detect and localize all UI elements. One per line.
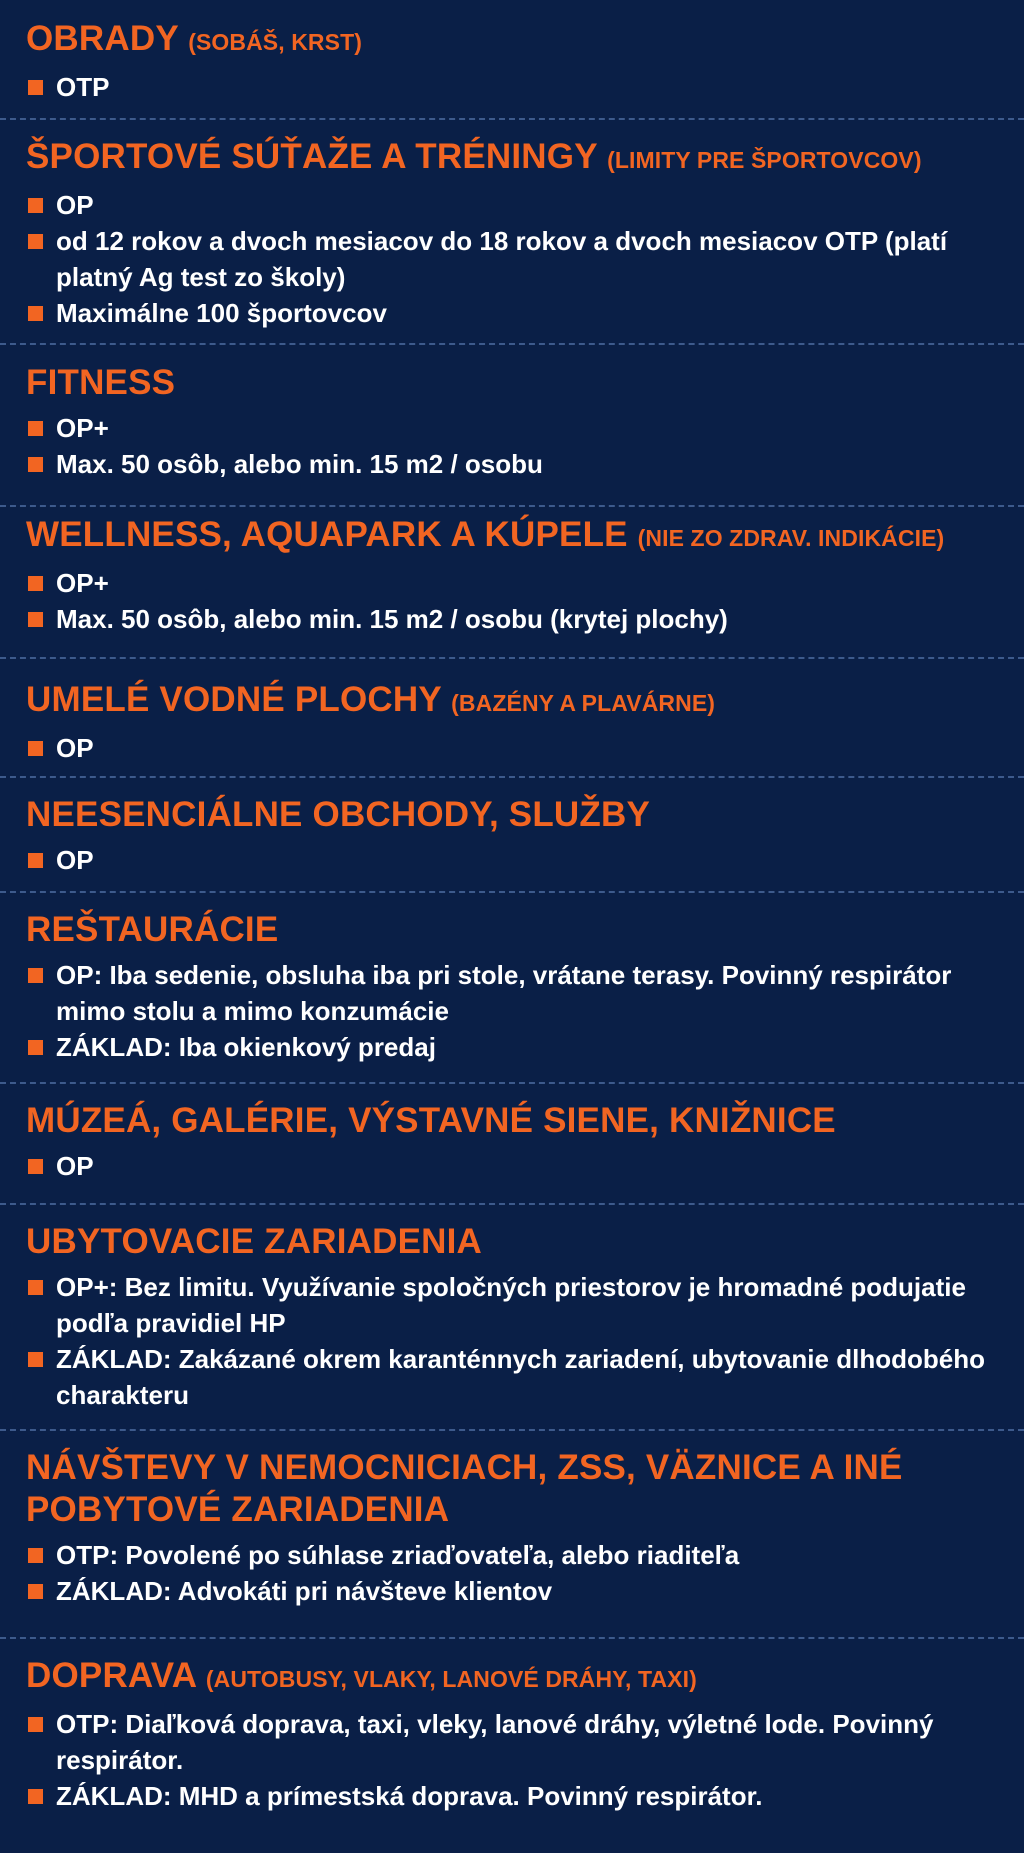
- section-title: UMELÉ VODNÉ PLOCHY: [26, 680, 442, 719]
- square-bullet-icon: [28, 1548, 43, 1563]
- section-heading: [26, 362, 998, 404]
- list-item: [26, 1148, 998, 1184]
- section-restauracie: [0, 909, 1024, 1065]
- section-doprava: [0, 1655, 1024, 1814]
- section-sportove-sutaze: [0, 136, 1024, 331]
- square-bullet-icon: [28, 1352, 43, 1367]
- square-bullet-icon: [28, 421, 43, 436]
- list-item: [26, 601, 998, 637]
- section-heading: [26, 514, 998, 559]
- section-heading: [26, 1655, 998, 1700]
- list-item-text: OP+: [56, 413, 109, 443]
- section-list: [26, 1537, 998, 1609]
- section-list: [26, 1706, 998, 1814]
- section-divider: [0, 1637, 1024, 1639]
- square-bullet-icon: [28, 234, 43, 249]
- section-list: [26, 187, 998, 331]
- section-title: OBRADY: [26, 19, 179, 58]
- section-list: [26, 957, 998, 1065]
- section-list: [26, 565, 998, 637]
- square-bullet-icon: [28, 1159, 43, 1174]
- square-bullet-icon: [28, 741, 43, 756]
- section-divider: [0, 891, 1024, 893]
- list-item: [26, 223, 998, 295]
- square-bullet-icon: [28, 1789, 43, 1804]
- section-subtitle: (BAZÉNY A PLAVÁRNE): [451, 690, 716, 716]
- section-heading: [26, 1447, 998, 1531]
- list-item-text: OP: [56, 190, 94, 220]
- section-list: [26, 730, 998, 766]
- square-bullet-icon: [28, 576, 43, 591]
- section-wellness: [0, 514, 1024, 637]
- list-item-text: OP: [56, 1151, 94, 1181]
- list-item: [26, 1573, 998, 1609]
- list-item: [26, 1269, 998, 1341]
- list-item: [26, 410, 998, 446]
- list-item: [26, 295, 998, 331]
- section-title: MÚZEÁ, GALÉRIE, VÝSTAVNÉ SIENE, KNIŽNICE: [26, 1101, 836, 1140]
- list-item-text: OTP: [56, 72, 110, 102]
- square-bullet-icon: [28, 80, 43, 95]
- section-divider: [0, 776, 1024, 778]
- list-item: [26, 446, 998, 482]
- list-item-text: OP: [56, 733, 94, 763]
- square-bullet-icon: [28, 1040, 43, 1055]
- square-bullet-icon: [28, 968, 43, 983]
- list-item-text: OTP: Povolené po súhlase zriaďovateľa, alebo riaditeľa: [56, 1540, 740, 1570]
- section-muzea: [0, 1100, 1024, 1184]
- list-item-text: Max. 50 osôb, alebo min. 15 m2 / osobu (krytej plochy): [56, 604, 728, 634]
- section-title: FITNESS: [26, 363, 176, 402]
- list-item-text: ZÁKLAD: Iba okienkový predaj: [56, 1032, 436, 1062]
- list-item: [26, 187, 998, 223]
- section-heading: [26, 1221, 998, 1263]
- section-ubytovacie-zariadenia: [0, 1221, 1024, 1413]
- section-title: UBYTOVACIE ZARIADENIA: [26, 1222, 482, 1261]
- section-divider: [0, 343, 1024, 345]
- section-divider: [0, 505, 1024, 507]
- square-bullet-icon: [28, 853, 43, 868]
- list-item: [26, 565, 998, 601]
- section-list: [26, 410, 998, 482]
- section-heading: [26, 909, 998, 951]
- section-divider: [0, 1082, 1024, 1084]
- section-title: DOPRAVA: [26, 1656, 196, 1695]
- list-item-text: Maximálne 100 športovcov: [56, 298, 387, 328]
- section-divider: [0, 1429, 1024, 1431]
- list-item-text: ZÁKLAD: Advokáti pri návšteve klientov: [56, 1576, 553, 1606]
- section-title: WELLNESS, AQUAPARK A KÚPELE: [26, 515, 628, 554]
- list-item: [26, 730, 998, 766]
- section-umele-vodne-plochy: [0, 679, 1024, 766]
- section-divider: [0, 118, 1024, 120]
- list-item-text: ZÁKLAD: Zakázané okrem karanténnych zariadení, ubytovanie dlhodobého charakteru: [56, 1344, 985, 1410]
- list-item-text: Max. 50 osôb, alebo min. 15 m2 / osobu: [56, 449, 543, 479]
- square-bullet-icon: [28, 1584, 43, 1599]
- section-list: [26, 842, 998, 878]
- section-neesencialne-obchody: [0, 794, 1024, 878]
- list-item: [26, 1778, 998, 1814]
- section-list: [26, 1269, 998, 1413]
- list-item: [26, 1341, 998, 1413]
- section-subtitle: (LIMITY PRE ŠPORTOVCOV): [607, 147, 922, 173]
- list-item-text: od 12 rokov a dvoch mesiacov do 18 rokov a dvoch mesiacov OTP (platí platný Ag test zo školy): [56, 226, 948, 292]
- section-title: ŠPORTOVÉ SÚŤAŽE A TRÉNINGY: [26, 137, 598, 176]
- section-heading: [26, 18, 998, 63]
- section-title: NÁVŠTEVY V NEMOCNICIACH, ZSS, VÄZNICE A INÉ POBYTOVÉ ZARIADENIA: [26, 1448, 903, 1529]
- list-item-text: OP+: Bez limitu. Využívanie spoločných priestorov je hromadné podujatie podľa pravidiel HP: [56, 1272, 966, 1338]
- square-bullet-icon: [28, 1280, 43, 1295]
- section-divider: [0, 657, 1024, 659]
- section-heading: [26, 136, 998, 181]
- list-item-text: ZÁKLAD: MHD a prímestská doprava. Povinný respirátor.: [56, 1781, 763, 1811]
- section-divider: [0, 1203, 1024, 1205]
- section-title: REŠTAURÁCIE: [26, 910, 279, 949]
- list-item-text: OP: Iba sedenie, obsluha iba pri stole, vrátane terasy. Povinný respirátor mimo stolu a mimo konzumácie: [56, 960, 952, 1026]
- list-item: [26, 957, 998, 1029]
- section-fitness: [0, 362, 1024, 482]
- section-subtitle: (SOBÁŠ, KRST): [188, 29, 362, 55]
- section-heading: [26, 679, 998, 724]
- list-item: [26, 69, 998, 105]
- list-item: [26, 1537, 998, 1573]
- list-item: [26, 1029, 998, 1065]
- square-bullet-icon: [28, 457, 43, 472]
- section-subtitle: (AUTOBUSY, VLAKY, LANOVÉ DRÁHY, TAXI): [205, 1666, 697, 1692]
- list-item-text: OP+: [56, 568, 109, 598]
- section-obrady: [0, 18, 1024, 105]
- square-bullet-icon: [28, 612, 43, 627]
- list-item: [26, 842, 998, 878]
- section-navstevy: [0, 1447, 1024, 1609]
- square-bullet-icon: [28, 306, 43, 321]
- section-title: NEESENCIÁLNE OBCHODY, SLUŽBY: [26, 795, 650, 834]
- square-bullet-icon: [28, 198, 43, 213]
- list-item-text: OP: [56, 845, 94, 875]
- square-bullet-icon: [28, 1717, 43, 1732]
- section-list: [26, 69, 998, 105]
- section-subtitle: (NIE ZO ZDRAV. INDIKÁCIE): [637, 525, 945, 551]
- section-heading: [26, 794, 998, 836]
- list-item-text: OTP: Diaľková doprava, taxi, vleky, lanové dráhy, výletné lode. Povinný respirátor.: [56, 1709, 934, 1775]
- section-list: [26, 1148, 998, 1184]
- section-heading: [26, 1100, 998, 1142]
- list-item: [26, 1706, 998, 1778]
